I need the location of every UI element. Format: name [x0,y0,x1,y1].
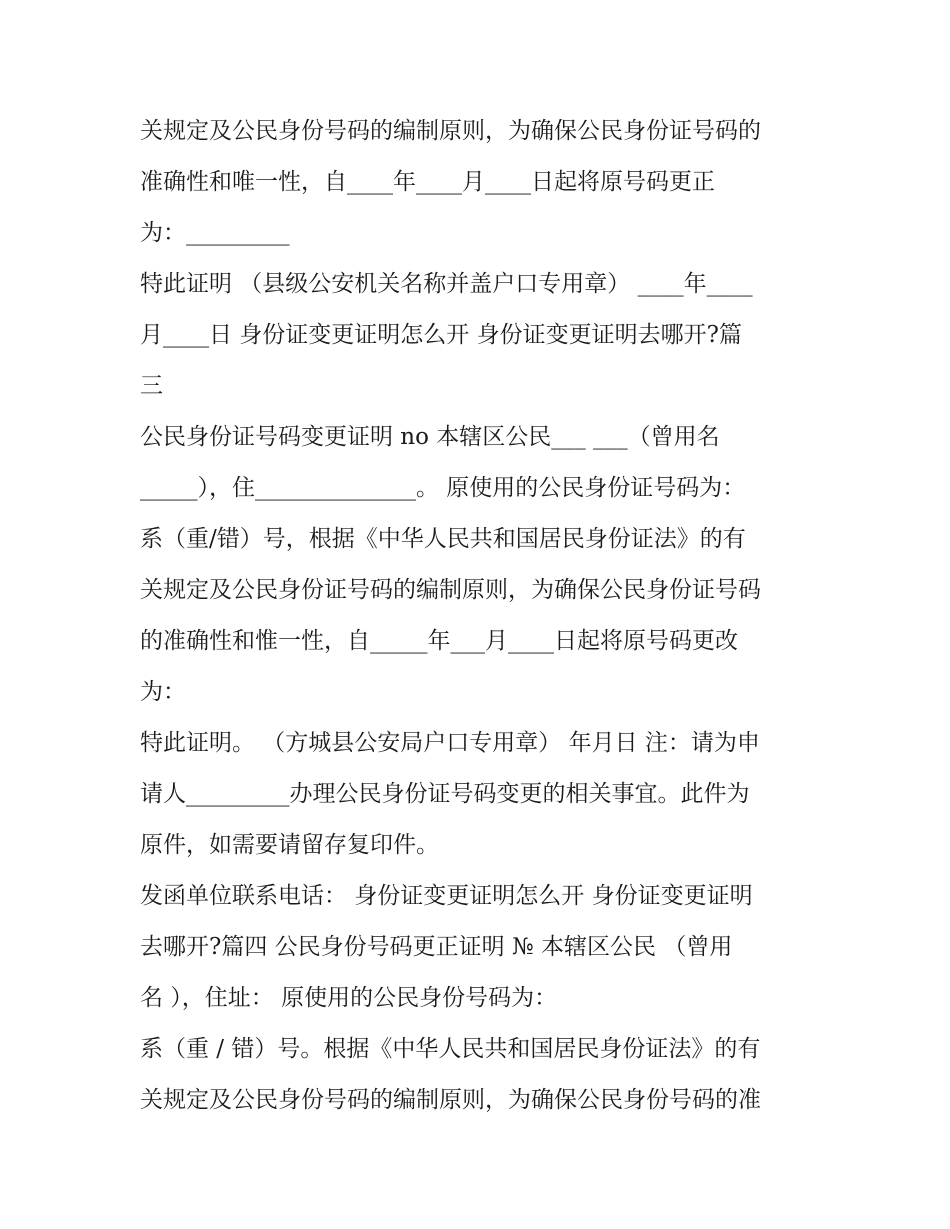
text-line: 三 [140,373,163,399]
text-line: 关规定及公民身份证号码的编制原则，为确保公民身份证号码 [140,577,761,603]
text-line: 原件，如需要请留存复印件。 [140,832,439,858]
text-line: 为： [140,679,186,705]
text-line: 系（重 / 错）号。根据《中华人民共和国居民身份证法》的有 [140,1036,761,1062]
text-line: 请人_________办理公民身份证号码变更的相关事宜。此件为 [140,781,750,807]
text-line: 系（重/错）号，根据《中华人民共和国居民身份证法》的有 [140,526,746,552]
text-line: 特此证明。 （方城县公安局户口专用章） 年月日 注：请为申 [140,730,760,756]
text-line: 月____日 身份证变更证明怎么开 身份证变更证明去哪开?篇 [140,322,742,348]
text-line: 准确性和唯一性，自____年____月____日起将原号码更正 [140,169,715,195]
text-line: 关规定及公民身份号码的编制原则，为确保公民身份证号码的 [140,118,761,144]
text-line: 公民身份证号码变更证明 no 本辖区公民___ ___（曾用名 [140,424,720,450]
text-line: 为：_________ [140,220,290,246]
text-line: 名 ），住址： 原使用的公民身份号码为： [140,985,558,1011]
text-line: _____），住______________。 原使用的公民身份证号码为： [140,475,746,501]
text-line: 的准确性和惟一性，自_____年___月____日起将原号码更改 [140,628,738,654]
text-line: 去哪开?篇四 公民身份号码更正证明 № 本辖区公民 （曾用 [140,934,733,960]
document-body [140,106,820,1126]
text-line: 发函单位联系电话： 身份证变更证明怎么开 身份证变更证明 [140,883,753,909]
text-line: 特此证明 （县级公安机关名称并盖户口专用章） ____年____ [140,271,753,297]
text-line: 关规定及公民身份号码的编制原则，为确保公民身份号码的准 [140,1087,761,1113]
